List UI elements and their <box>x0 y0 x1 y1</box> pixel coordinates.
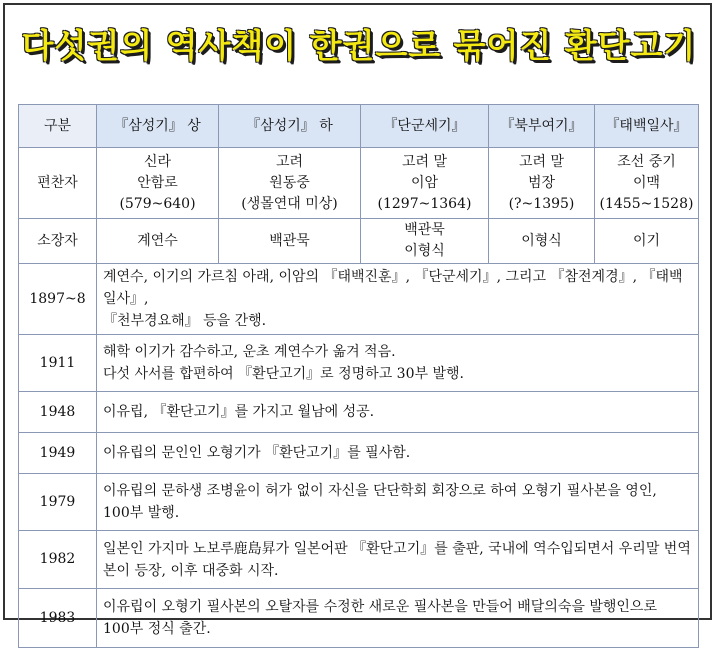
event-description <box>97 264 699 335</box>
compiler-dates: (579~640) <box>119 195 196 212</box>
compiler-dates: (1297~1364) <box>377 195 472 212</box>
header-cell-samseonggi-upper: 『삼성기』 상 <box>97 105 219 148</box>
event-row <box>19 335 699 392</box>
event-description <box>97 433 699 474</box>
event-year: 1948 <box>19 392 97 433</box>
compiler-cell <box>489 148 595 219</box>
event-line: 해학 이기가 감수하고, 운초 계연수가 옮겨 적음. <box>103 344 396 360</box>
holder-name: 백관묵 <box>269 232 310 249</box>
compiler-cell <box>595 148 699 219</box>
compiler-cell <box>361 148 489 219</box>
header-cell-bukbuyeo-gi: 『북부여기』 <box>489 105 595 148</box>
event-description <box>97 589 699 648</box>
event-line: 100부 정식 출간. <box>103 621 211 637</box>
event-row <box>19 531 699 589</box>
holder-name: 이형식 <box>404 243 445 259</box>
compiler-dates: (?~1395) <box>508 195 575 212</box>
event-description <box>97 335 699 392</box>
event-description <box>97 531 699 589</box>
holder-cell <box>97 219 219 264</box>
event-year: 1949 <box>19 433 97 474</box>
event-line: 일본인 가지마 노보루鹿島昇가 일본어판 『환단고기』를 출판, 국내에 역수입되면서 우리말 번역 <box>103 540 691 557</box>
compiler-era: 고려 말 <box>401 153 448 170</box>
event-line: 다섯 사서를 합편하여 『환단고기』로 정명하고 30부 발행. <box>103 366 464 382</box>
holder-cell <box>595 219 699 264</box>
event-year: 1897~8 <box>19 264 97 335</box>
holder-name: 이기 <box>632 232 661 249</box>
event-year: 1911 <box>19 335 97 392</box>
header-cell-dangun-segi: 『단군세기』 <box>361 105 489 148</box>
compiler-cell <box>97 148 219 219</box>
compiler-cell <box>219 148 361 219</box>
row-label-holder: 소장자 <box>19 219 97 264</box>
compiler-era: 고려 <box>275 153 304 170</box>
compiler-dates: (1455~1528) <box>599 195 694 212</box>
event-description <box>97 474 699 531</box>
compiler-era: 신라 <box>143 153 172 170</box>
holder-name: 백관묵 <box>404 222 445 238</box>
event-line: 이유립이 오형기 필사본의 오탈자를 수정한 새로운 필사본을 만들어 배달의숙을 발행인으로 <box>103 599 657 615</box>
event-row <box>19 474 699 531</box>
event-row <box>19 264 699 335</box>
holder-name: 계연수 <box>137 232 178 249</box>
compiler-name: 이암 <box>410 174 439 191</box>
compiler-row <box>19 148 699 219</box>
holder-name: 이형식 <box>521 232 562 249</box>
page-title: 다섯권의 역사책이 한권으로 묶어진 환단고기 <box>21 26 697 65</box>
compiler-dates: (생몰연대 미상) <box>241 195 338 212</box>
event-row <box>19 433 699 474</box>
event-line: 이유립, 『환단고기』를 가지고 월남에 성공. <box>103 404 375 420</box>
event-line: 『천부경요해』 등을 간행. <box>103 313 267 329</box>
event-line: 계연수, 이기의 가르침 아래, 이암의 『태백진훈』, 『단군세기』, 그리고 『참전계경』, 『태백일사』, <box>103 269 683 307</box>
event-line: 본이 등장, 이후 대중화 시작. <box>103 562 279 579</box>
event-year: 1979 <box>19 474 97 531</box>
header-cell-category: 구분 <box>19 105 97 148</box>
holder-cell <box>489 219 595 264</box>
header-cell-samseonggi-lower: 『삼성기』 하 <box>219 105 361 148</box>
compiler-name: 안함로 <box>137 174 178 191</box>
header-cell-taebaek-ilsa: 『태백일사』 <box>595 105 699 148</box>
event-year: 1983 <box>19 589 97 648</box>
row-label-compiler: 편찬자 <box>19 148 97 219</box>
history-table <box>18 104 699 648</box>
compiler-era: 고려 말 <box>518 153 565 170</box>
compiler-name: 이맥 <box>632 174 661 191</box>
event-row <box>19 589 699 648</box>
event-line: 이유립의 문하생 조병윤이 허가 없이 자신을 단단학회 회장으로 하여 오형기 필사본을 영인, <box>103 483 657 499</box>
compiler-name: 범장 <box>527 174 556 191</box>
event-line: 이유립의 문인인 오형기가 『환단고기』를 필사함. <box>103 445 411 461</box>
holder-cell <box>361 219 489 264</box>
event-description <box>97 392 699 433</box>
compiler-era: 조선 중기 <box>617 153 676 170</box>
event-line: 100부 발행. <box>103 505 180 521</box>
holder-row <box>19 219 699 264</box>
event-row <box>19 392 699 433</box>
event-year: 1982 <box>19 531 97 589</box>
table-header-row <box>19 105 699 148</box>
holder-cell <box>219 219 361 264</box>
compiler-name: 원동중 <box>269 174 310 191</box>
